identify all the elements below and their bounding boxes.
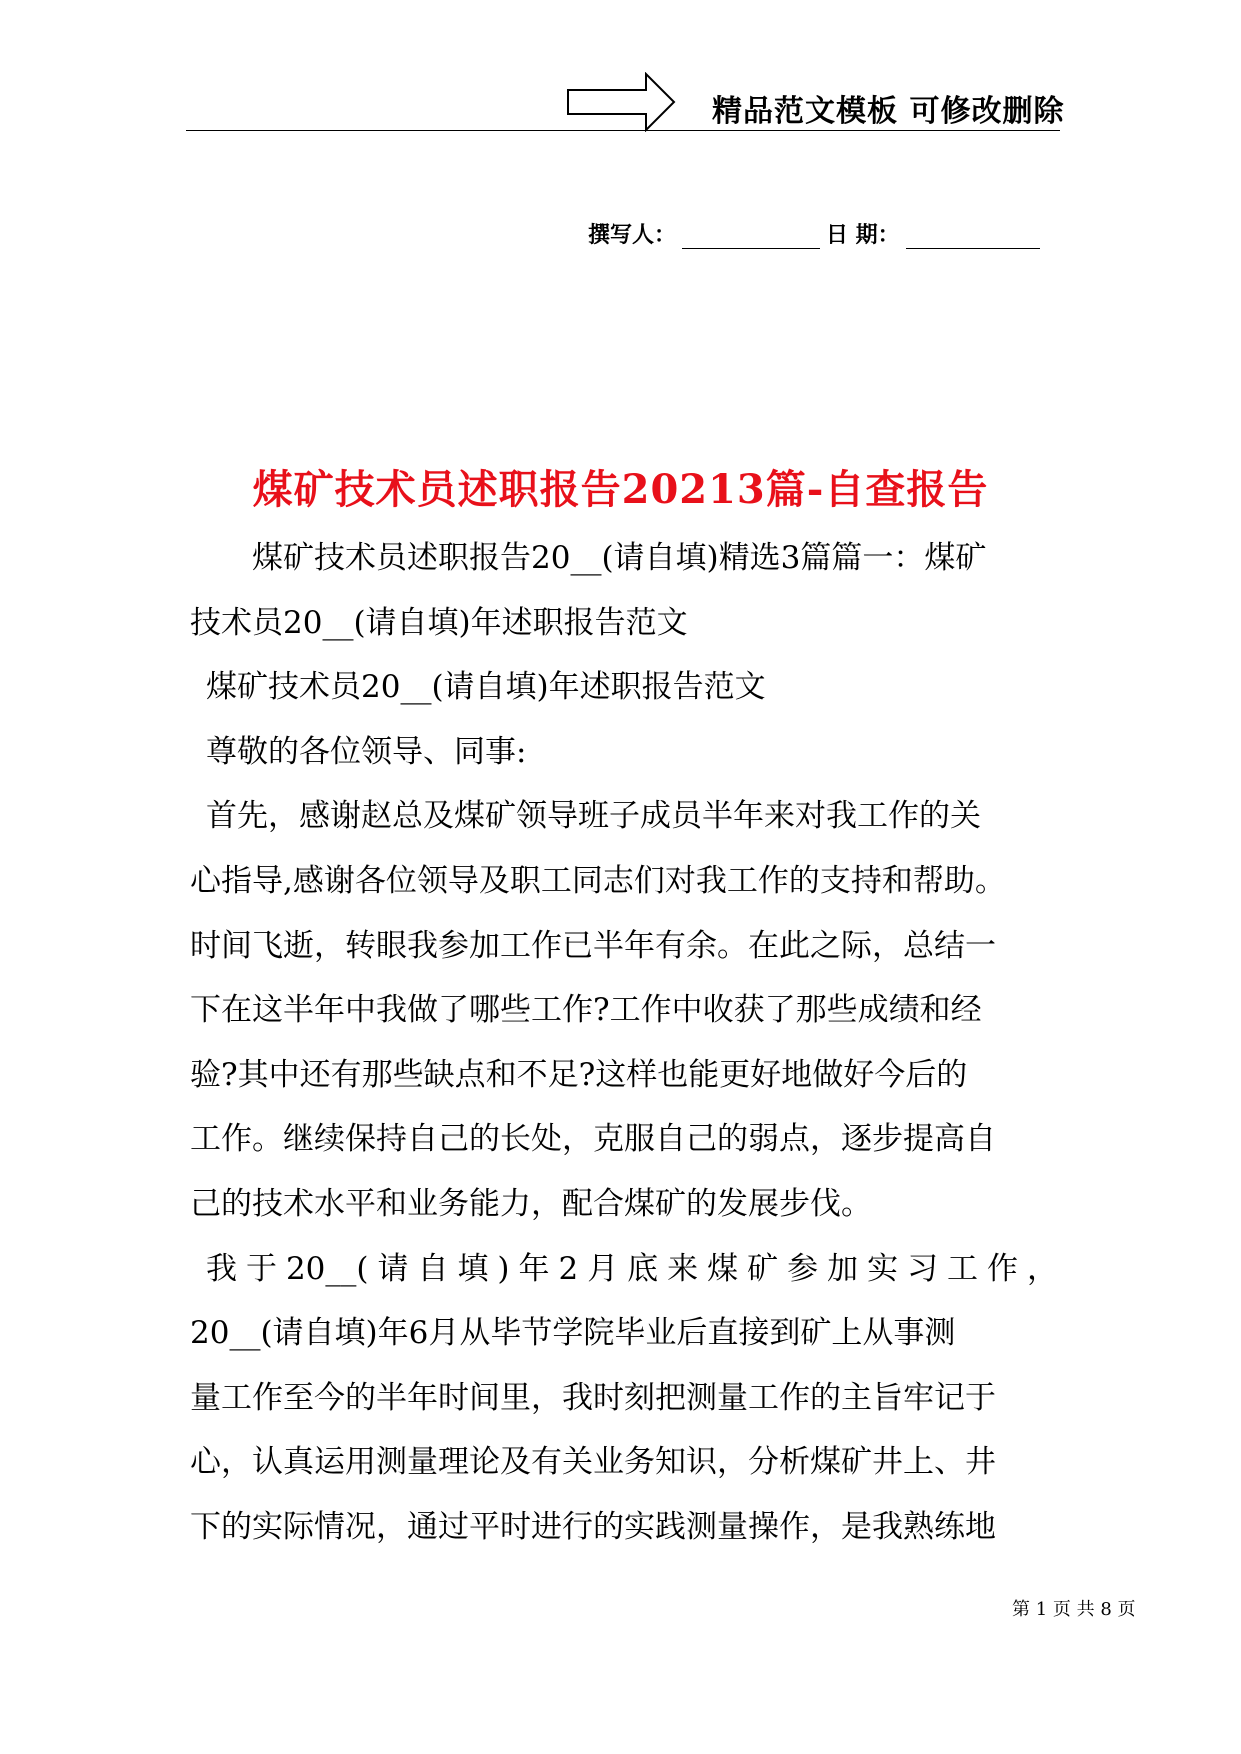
body-line: 煤矿技术员20__(请自填)年述职报告范文: [206, 669, 766, 706]
body-line: 煤矿技术员述职报告20__(请自填)精选3篇篇一：煤矿: [252, 540, 987, 576]
body-line: 20__(请自填)年6月从毕节学院毕业后直接到矿上从事测: [190, 1315, 956, 1352]
body-line: 首先，感谢赵总及煤矿领导班子成员半年来对我工作的关: [206, 798, 981, 835]
body-line: 心，认真运用测量理论及有关业务知识，分析煤矿井上、井: [190, 1444, 996, 1481]
document-title: 煤矿技术员述职报告20213篇-自查报告: [252, 466, 989, 513]
body-line: 时间飞逝，转眼我参加工作已半年有余。在此之际，总结一: [190, 927, 996, 964]
header-tagline: 精品范文模板 可修改删除: [712, 94, 1065, 129]
date-blank: [906, 226, 1040, 249]
body-line: 尊敬的各位领导、同事:: [206, 733, 527, 770]
author-blank: [682, 226, 820, 249]
body-line: 心指导,感谢各位领导及职工同志们对我工作的支持和帮助。: [190, 862, 1006, 899]
body-line: 技术员20__(请自填)年述职报告范文: [190, 604, 688, 641]
body-line: 下的实际情况，通过平时进行的实践测量操作，是我熟练地: [190, 1508, 996, 1545]
header-divider: [186, 130, 1060, 131]
body-line: 验?其中还有那些缺点和不足?这样也能更好地做好今后的: [190, 1056, 968, 1093]
body-line: 己的技术水平和业务能力，配合煤矿的发展步伐。: [190, 1185, 872, 1222]
author-label: 撰写人：: [588, 223, 677, 248]
signature-line: [588, 218, 1040, 249]
date-label: 日 期：: [826, 223, 900, 248]
page-number: 第 1 页 共 8 页: [1012, 1599, 1136, 1620]
arrow-icon: [566, 72, 678, 132]
body-line: 工作。继续保持自己的长处，克服自己的弱点，逐步提高自: [190, 1121, 996, 1158]
document-body: [190, 526, 1058, 1560]
body-line: 量工作至今的半年时间里，我时刻把测量工作的主旨牢记于: [190, 1379, 996, 1416]
body-line: 我于20__(请自填)年2月底来煤矿参加实习工作，: [206, 1250, 1058, 1287]
body-line: 下在这半年中我做了哪些工作?工作中收获了那些成绩和经: [190, 992, 982, 1029]
